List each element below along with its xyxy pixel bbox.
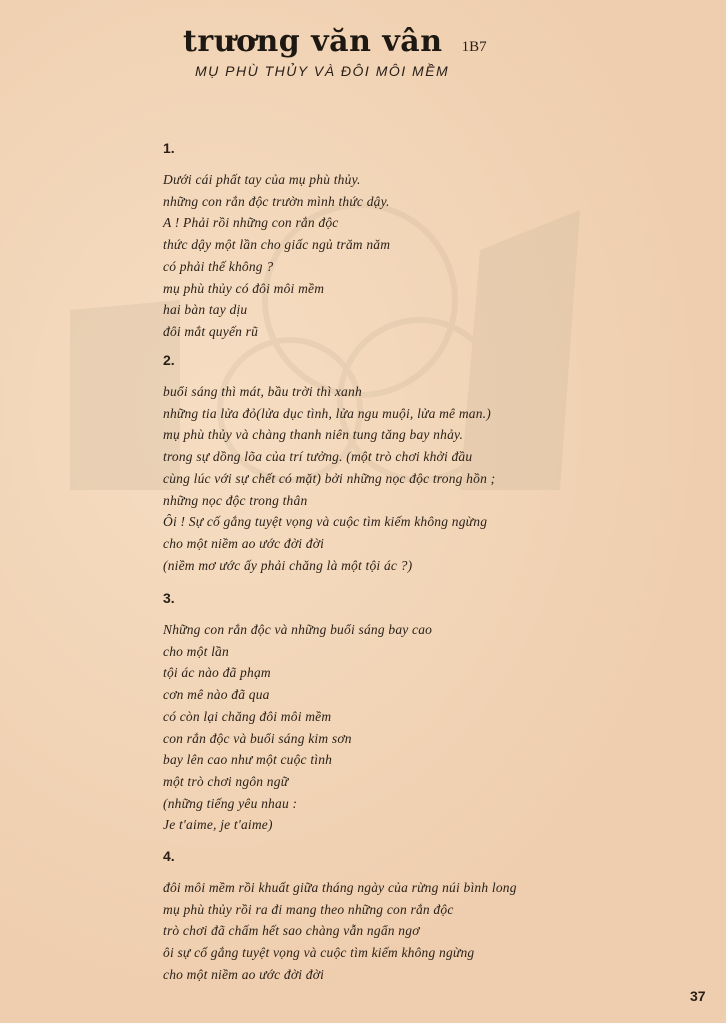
poem-line: Je t'aime, je t'aime) [163, 817, 273, 833]
poem-line: một trò chơi ngôn ngữ [163, 773, 289, 789]
author-code: 1B7 [461, 39, 487, 55]
stanza-1 [163, 140, 390, 343]
poem-line: Dưới cái phất tay của mụ phù thủy. [163, 172, 361, 187]
poem-line: những con rắn độc trườn mình thức dậy. [163, 193, 390, 209]
poem-line: Ôi ! Sự cố gắng tuyệt vọng và cuộc tìm kiếm không ngừng [163, 514, 488, 530]
poem-line: trong sự dồng lõa của trí tưởng. (một trò chơi khởi đầu [163, 449, 473, 465]
stanza-number: 2. [163, 352, 175, 368]
author-name: trương văn vân [183, 24, 443, 59]
poem-line: cơn mê nào đã qua [163, 687, 270, 703]
poem-line: buổi sáng thì mát, bầu trời thì xanh [163, 384, 362, 399]
stanza-number: 3. [163, 590, 175, 606]
poem-line: (niềm mơ ước ấy phải chăng là một tội ác ?) [163, 557, 413, 573]
poem-line: A ! Phải rồi những con rắn độc [163, 215, 339, 231]
poem-line: cùng lúc với sự chết có mặt) bởi những nọc độc trong hồn ; [163, 470, 496, 486]
poem-line: tội ác nào đã phạm [163, 665, 271, 681]
poem-line: đôi mắt quyến rũ [163, 323, 259, 339]
poem-title: MỤ PHÙ THỦY VÀ ĐÔI MÔI MỀM [195, 63, 450, 79]
poem-line: bay lên cao như một cuộc tình [163, 752, 333, 768]
poem-line: có phải thế không ? [163, 258, 274, 274]
poem-line: mụ phù thủy có đôi môi mềm [163, 280, 325, 296]
poem-line: mụ phù thủy và chàng thanh niên tung tăng bay nhảy. [163, 427, 464, 443]
poem-line: cho một niềm ao ước đời đời [163, 535, 325, 551]
poem-line: hai bàn tay dịu [163, 302, 248, 318]
poem-line: những tia lửa đỏ(lửa dục tình, lửa ngu muội, lửa mê man.) [163, 405, 491, 421]
page-number: 37 [690, 988, 706, 1004]
poem-line: cho một niềm ao ước đời đời [163, 966, 325, 982]
poem-line: mụ phù thủy rồi ra đi mang theo những con rắn độc [163, 901, 454, 917]
poem-line: thức dậy một lần cho giấc ngủ trăm năm [163, 237, 391, 253]
poem-line: (những tiếng yêu nhau : [163, 795, 298, 811]
stanza-number: 4. [163, 848, 175, 864]
poem-line: ôi sự cố gắng tuyệt vọng và cuộc tìm kiếm không ngừng [163, 945, 475, 961]
header [183, 24, 487, 79]
poem-line: có còn lại chăng đôi môi mềm [163, 708, 332, 724]
stanza-2 [163, 352, 495, 576]
poem-line: đôi môi mềm rồi khuất giữa tháng ngày của rừng núi bình long [163, 880, 517, 895]
stanza-3 [163, 590, 432, 836]
stanza-number: 1. [163, 140, 175, 156]
poem-line: những nọc độc trong thân [163, 492, 308, 508]
poem-line: Những con rắn độc và những buổi sáng bay cao [163, 622, 433, 637]
stanza-4 [163, 848, 517, 986]
poem-line: trò chơi đã chấm hết sao chàng vẫn ngẩn ngơ [163, 923, 420, 939]
poem-line: cho một lần [163, 643, 229, 659]
poem-line: con rắn độc và buổi sáng kim sơn [163, 730, 352, 746]
